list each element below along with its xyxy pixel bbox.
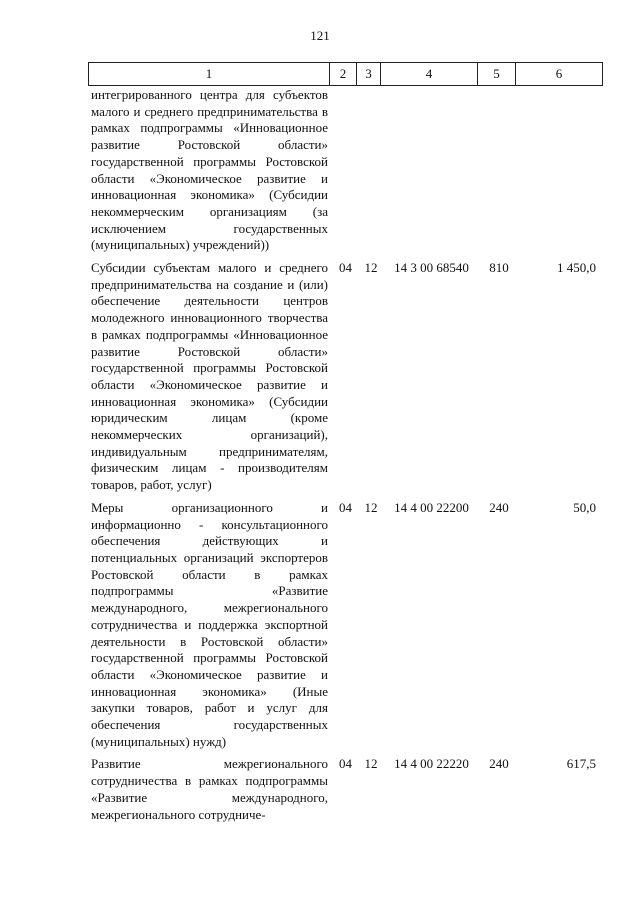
row-expense-type: 810	[489, 260, 509, 276]
table-row	[88, 500, 604, 751]
row-subsection	[359, 87, 383, 254]
row-amount: 1 450,0	[557, 260, 596, 276]
row-target-article	[383, 87, 480, 254]
column-header-4: 4	[381, 63, 478, 86]
row-target-article: 14 4 00 22200	[394, 499, 469, 515]
row-expense-type	[480, 87, 518, 254]
table-row	[88, 260, 604, 494]
row-section	[332, 87, 359, 254]
row-amount: 617,5	[566, 756, 596, 772]
column-header-5: 5	[478, 63, 516, 86]
row-target-article: 14 4 00 22220	[394, 756, 469, 772]
row-description: Развитие межрегионального сотрудничества в рамках подпрограммы «Развитие международного, межрегионального сотрудниче-	[91, 756, 328, 822]
row-amount: 50,0	[573, 499, 596, 515]
table-row	[88, 87, 604, 254]
row-section: 04	[339, 260, 352, 276]
column-header-row	[89, 63, 603, 86]
row-description: Субсидии субъектам малого и среднего предпринимательства на создание и (или) обеспечение деятельности центров молодежного инновационного творчества в рамках подпрограммы «Инновационное развитие Ростовской области» государственной программы Ростовской области «Экономическое развитие и инновационная экономика» (Субсидии юридическим лицам (кроме некоммерческих организаций), индивидуальным предпринимателям, физическим лицам - производителям товаров, работ, услуг)	[91, 260, 328, 493]
row-description: интегрированного центра для субъектов малого и среднего предпринимательства в рамках подпрограммы «Инновационное развитие Ростовской области» государственной программы Ростовской области «Экономическое развитие и инновационная экономика» (Субсидии некоммерческим организациям (за исключением государственных (муниципальных) учреждений))	[91, 87, 328, 253]
row-section: 04	[339, 756, 352, 772]
row-expense-type: 240	[489, 756, 509, 772]
budget-table-body	[88, 87, 604, 829]
row-amount	[518, 87, 598, 254]
row-subsection: 12	[364, 499, 378, 515]
row-target-article: 14 3 00 68540	[394, 260, 469, 276]
row-subsection: 12	[364, 260, 378, 276]
column-header-3: 3	[357, 63, 381, 86]
row-section: 04	[339, 499, 352, 515]
column-header-2: 2	[330, 63, 357, 86]
column-header-6: 6	[516, 63, 603, 86]
row-description: Меры организационного и информационно - консультационного обеспечения действующих и потенциальных организаций экспортеров Ростовской области в рамках подпрограммы «Развитие международного, межрегионального сотрудничества и поддержка экспортной деятельности в Ростовской области» государственной программы Ростовской области «Экономическое развитие и инновационная экономика» (Иные закупки товаров, работ и услуг для обеспечения государственных (муниципальных) нужд)	[91, 499, 328, 749]
row-expense-type: 240	[489, 499, 509, 515]
table-row	[88, 756, 604, 823]
row-subsection: 12	[364, 756, 378, 772]
column-header-table	[88, 62, 603, 86]
page-number: 121	[310, 28, 330, 43]
column-header-1: 1	[89, 63, 330, 86]
